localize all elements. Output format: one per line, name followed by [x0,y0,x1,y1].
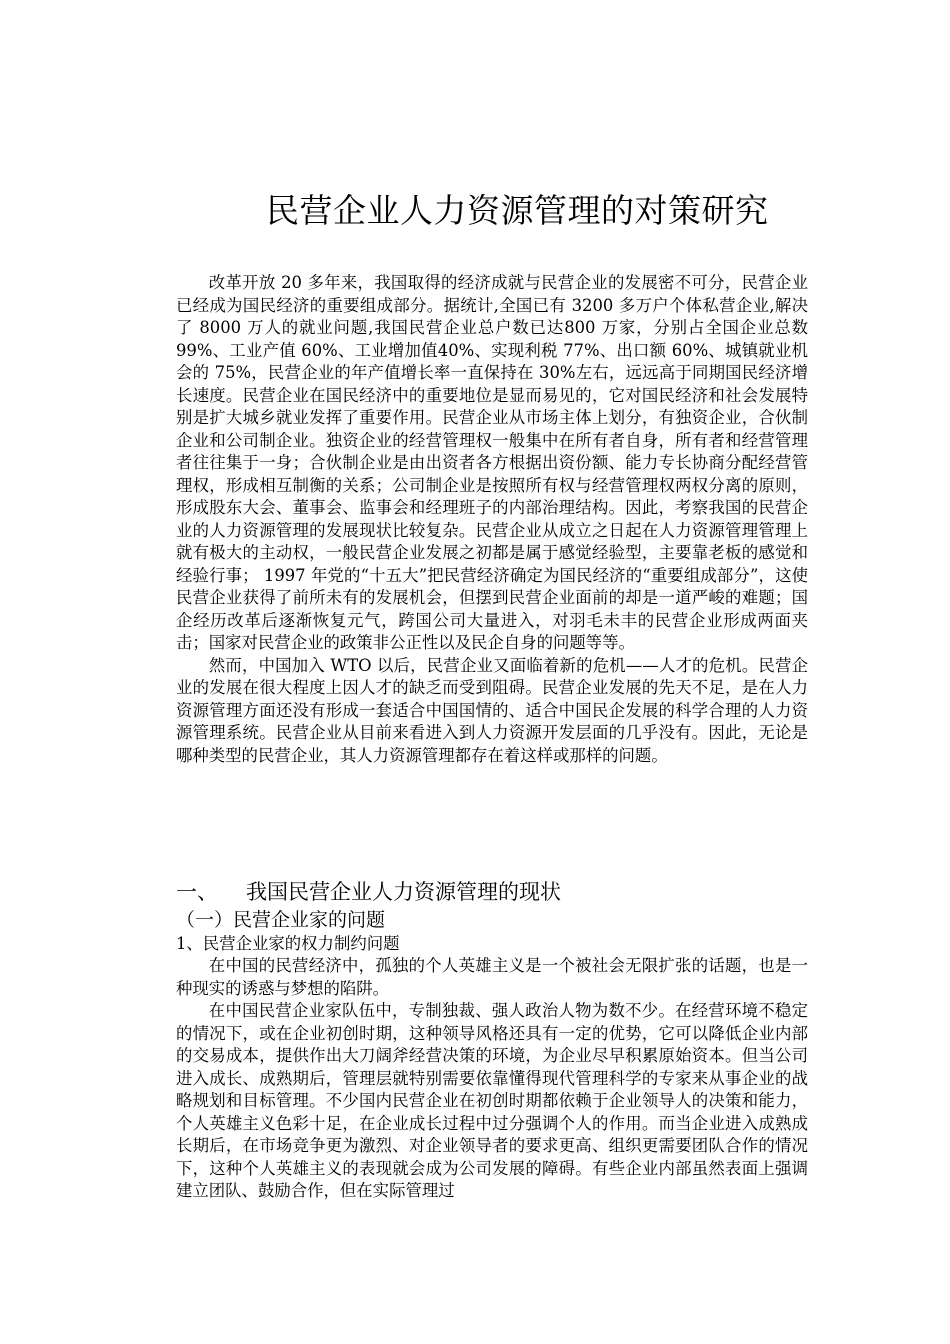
intro-section [176,272,808,767]
intro-paragraph-2: 然而，中国加入 WTO 以后，民营企业又面临着新的危机——人才的危机。民营企业的发展在很大程度上因人才的缺乏而受到阻碍。民营企业发展的先天不足，是在人力资源管理方面还没有形成一套适合中国国情的、适合中国民企发展的科学合理的人力资源管理系统。民营企业从目前来看进入到人力资源开发层面的几乎没有。因此，无论是哪种类型的民营企业，其人力资源管理都存在着这样或那样的问题。 [176,655,808,765]
section-number: 一、 [176,880,218,904]
subsection-heading: （一）民营企业家的问题 [176,909,386,931]
item-body-section [176,955,808,1203]
item-heading: 1、民营企业家的权力制约问题 [176,934,400,953]
section-heading [176,877,561,907]
item-paragraph-2: 在中国民营企业家队伍中，专制独裁、强人政治人物为数不少。在经营环境不稳定的情况下，或在企业初创时期，这种领导风格还具有一定的优势，它可以降低企业内部的交易成本，提供作出大刀阔斧经营决策的环境，为企业尽早积累原始资本。但当公司进入成长、成熟期后，管理层就特别需要依靠懂得现代管理科学的专家来从事企业的战略规划和目标管理。不少国内民营企业在初创时期都依赖于企业领导人的决策和能力，个人英雄主义色彩十足，在企业成长过程中过分强调个人的作用。而当企业进入成熟成长期后，在市场竞争更为激烈、对企业领导者的要求更高、组织更需要团队合作的情况下，这种个人英雄主义的表现就会成为公司发展的障碍。有些企业内部虽然表面上强调建立团队、鼓励合作，但在实际管理过 [176,1001,808,1200]
item-paragraph-1: 在中国的民营经济中，孤独的个人英雄主义是一个被社会无限扩张的话题，也是一种现实的诱惑与梦想的陷阱。 [176,956,808,998]
document-title: 民营企业人力资源管理的对策研究 [266,191,769,230]
section-title: 我国民营企业人力资源管理的现状 [246,880,561,904]
intro-paragraph-1: 改革开放 20 多年来，我国取得的经济成就与民营企业的发展密不可分，民营企业已经成为国民经济的重要组成部分。据统计,全国已有 3200 多万户个体私营企业,解决了 8000 万人的就业问题,我国民营企业总户数已达800 万家，分别占全国企业总数 99%、工业产值 60%、工业增加值40%、实现利税 77%、出口额 60%、城镇就业机会的 75%，民营企业的年产值增长率一直保持在 30%左右，远远高于同期国民经济增长速度。民营企业在国民经济中的重要地位是显而易见的，它对国民经济和社会发展特别是扩大城乡就业发挥了重要作用。民营企业从市场主体上划分，有独资企业，合伙制企业和公司制企业。独资企业的经营管理权一般集中在所有者自身，所有者和经营管理者往往集于一身；合伙制企业是由出资者各方根据出资份额、能力专长协商分配经营管理权，形成相互制衡的关系；公司制企业是按照所有权与经营管理权两权分离的原则，形成股东大会、董事会、监事会和经理班子的内部治理结构。因此，考察我国的民营企业的人力资源管理的发展现状比较复杂。民营企业从成立之日起在人力资源管理管理上就有极大的主动权，一般民营企业发展之初都是属于感觉经验型，主要靠老板的感觉和经验行事； 1997 年党的“十五大”把民营经济确定为国民经济的“重要组成部分”，这使民营企业获得了前所未有的发展机会，但摆到民营企业面前的却是一道严峻的难题；国企经历改革后逐渐恢复元气，跨国公司大量进入，对羽毛未丰的民营企业形成两面夹击；国家对民营企业的政策非公正性以及民企自身的问题等等。 [176,273,808,652]
